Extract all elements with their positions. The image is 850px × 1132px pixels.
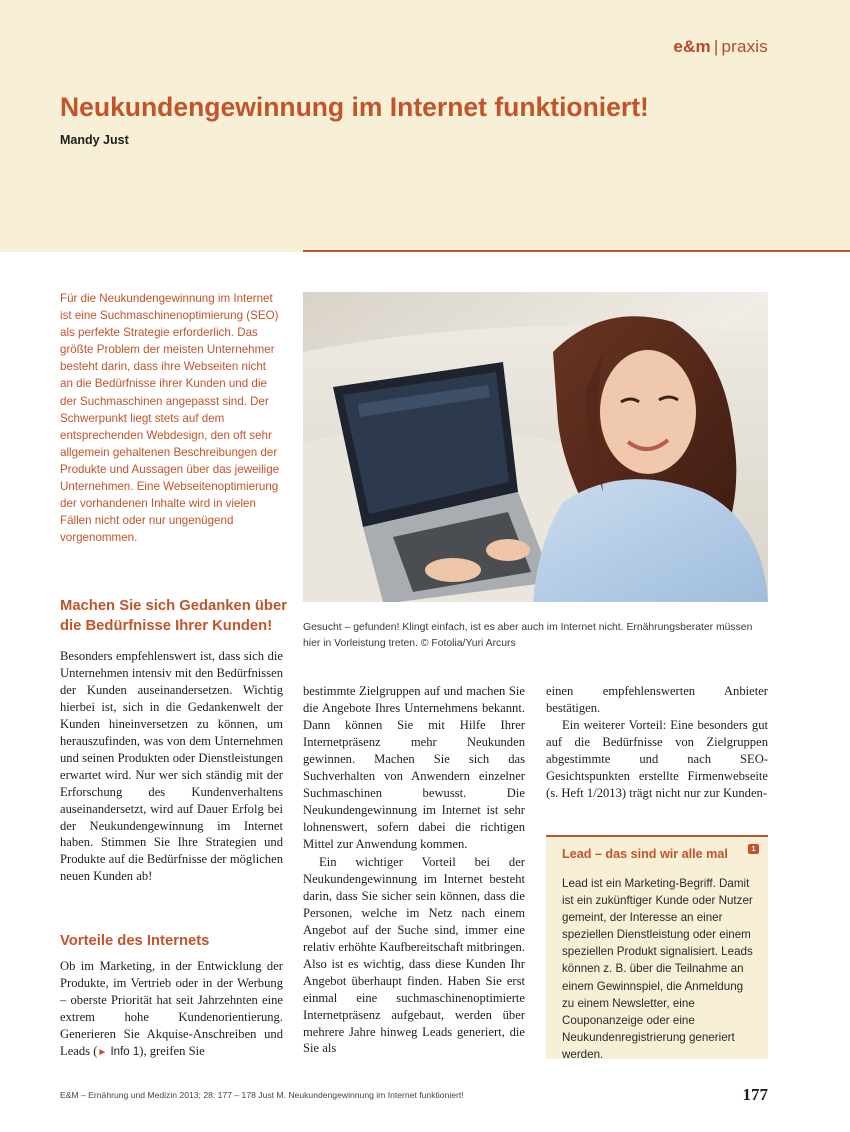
paragraph-text-start: Ob im Marketing, in der Entwicklung der Produkte, im Vertrieb oder in der Werbung – oberste Priorität hat seit Jahrzehnten eine extrem hohe Kundenorientierung. Generieren Sie Akquise-Anschreiben und Leads ( — [60, 959, 283, 1058]
section-paragraph: Besonders empfehlenswert ist, dass sich die Unternehmen intensiv mit den Bedürfnissen der Kunden auseinandersetzen. Wichtig hierbei ist, sich in die Gedankenwelt der Kunden hineinversetzen zu können, um herauszufinden, was von dem Unternehmen und seinen Produkten oder Dienstleistungen erwartet wird. Nur wer sich ständig mit der Erforschung des Kundenverhaltens auseinandersetzt, wird auf Dauer Erfolg bei der Neukundengewinnung im Internet haben. Stimmen Sie Ihre Strategien und Produkte auf die Bedürfnisse der möglichen neuen Kunden ab! — [60, 649, 283, 884]
article-photo — [303, 292, 768, 602]
column2-paragraph-2: Ein wichtiger Vorteil bei der Neukundengewinnung im Internet besteht darin, dass Sie sicher sein können, dass die Personen, welche im Netz nach einem Angebot auf der Suche sind, immer eine relativ erhöhte Kaufbereitschaft mitbringen. Also ist es wichtig, dass diese Kunden Ihr Angebot überhaupt finden. Haben Sie erst einmal eine suchmaschinenoptimierte Internetpräsenz aufgebaut, werden über mehrere Jahre hinweg Leads generiert, die Sie als — [303, 855, 525, 1056]
info-box-number-badge: 1 — [748, 844, 759, 854]
section-heading-vorteile: Vorteile des Internets — [60, 933, 210, 949]
info-box-text: Lead ist ein Marketing-Begriff. Damit ist ein zukünftiger Kunde oder Nutzer gemeint, der Interesse an einer speziellen Dienstleistung oder einem speziellen Produkt signalisiert. Leads können z. B. über die Teilnahme an einem Gewinnspiel, die Anmeldung zu einem Newsletter, eine Couponanzeige oder eine Neukundenregistrierung generiert werden. — [562, 877, 753, 1061]
header-divider — [303, 250, 850, 252]
journal-brand: e&m — [673, 37, 711, 56]
article-abstract: Für die Neukundengewinnung im Internet ist eine Suchmaschinenoptimierung (SEO) als perfekte Strategie erforderlich. Das größte Problem der meisten Unternehmer besteht darin, dass ihre Webseiten nicht an die Bedürfnisse ihrer Kunden und die der Suchmaschinen angepasst sind. Der Schwerpunkt liegt stets auf dem entsprechenden Webdesign, den oft sehr allgemein gehaltenen Beschreibungen der Produkte und Aussagen über das jeweilige Unternehmen. Eine Webseitenoptimierung der vorhandenen Inhalte wird in vielen Fällen nicht oder nur ungenügend vorgenommen. — [60, 292, 280, 545]
column2-paragraph-1: bestimmte Zielgruppen auf und machen Sie die Angebote Ihres Unternehmens bekannt. Dann können Sie mit Hilfe Ihrer Internetpräsenz mehr Neukunden gewinnen. Machen Sie sich das Suchverhalten von Anwendern einzelner Suchmaschinen bewusst. Die Neukundengewinnung im Internet ist sehr lohnenswert, sofern dabei die richtigen Mittel zur Anwendung kommen. — [303, 684, 525, 851]
info-box-title: Lead – das sind wir alle mal — [562, 847, 728, 861]
column3-paragraph-1: einen empfehlenswerten Anbieter bestätigen. — [546, 684, 768, 715]
footer-citation: E&M – Ernährung und Medizin 2013; 28: 177 – 178 Just M. Neukundengewinnung im Internet funktioniert! — [60, 1090, 464, 1100]
section-heading-kundenbeduerfnisse: Machen Sie sich Gedanken über die Bedürfnisse Ihrer Kunden! — [60, 598, 287, 634]
journal-separator: | — [713, 37, 719, 56]
section-paragraph-vorteile — [60, 958, 283, 1062]
figure-caption: Gesucht – gefunden! Klingt einfach, ist es aber auch im Internet nicht. Ernährungsberater müssen hier in Vorleistung treten. © Fotolia/Yuri Arcurs — [303, 622, 753, 649]
arrow-right-icon: ► — [97, 1046, 108, 1058]
woman-with-laptop-image — [303, 292, 768, 602]
column3-paragraph-2: Ein weiterer Vorteil: Eine besonders gut auf die Bedürfnisse von Zielgruppen abgestimmte und nach SEO-Gesichtspunkten erstellte Firmenwebseite (s. Heft 1/2013) trägt nicht nur zur Kunden- — [546, 718, 768, 800]
paragraph-text-end: ), greifen Sie — [139, 1043, 205, 1058]
page-number: 177 — [742, 1085, 768, 1104]
article-author: Mandy Just — [60, 133, 129, 147]
info-box — [546, 835, 768, 1059]
info-box-reference-link[interactable]: Info 1 — [110, 1045, 140, 1058]
journal-section-tag — [673, 37, 768, 57]
journal-section: praxis — [721, 37, 768, 56]
article-title: Neukundengewinnung im Internet funktioniert! — [60, 92, 649, 122]
